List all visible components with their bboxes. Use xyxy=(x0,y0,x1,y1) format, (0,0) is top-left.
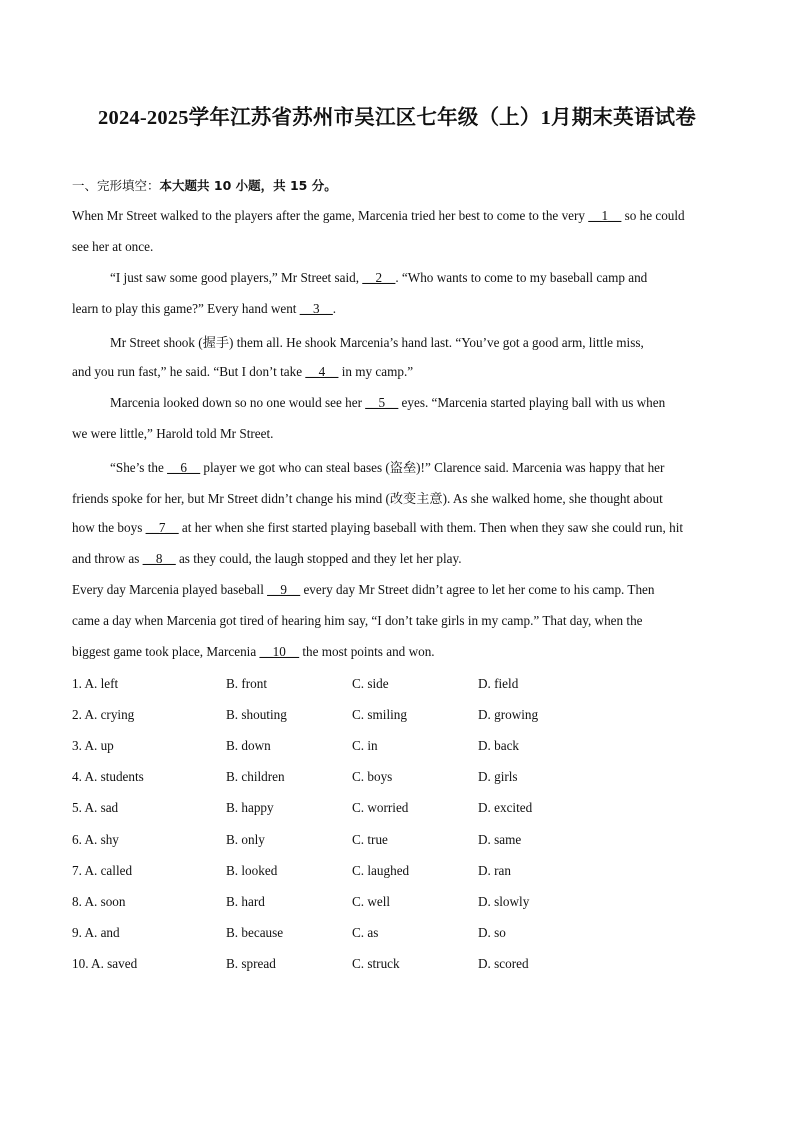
question-options xyxy=(72,863,672,881)
option-b: B. down xyxy=(226,738,271,753)
option-a: 1. A. left xyxy=(72,676,119,691)
option-b: B. front xyxy=(226,676,268,691)
option-b: B. only xyxy=(226,832,265,847)
passage-line: “She’s the __6__ player we got who can steal bases (盗垒)!” Clarence said. Marcenia was happy that her xyxy=(110,460,665,475)
passage-line: friends spoke for her, but Mr Street didn’t change his mind (改变主意). As she walked home, she thought about xyxy=(72,491,663,506)
question-options xyxy=(72,925,672,943)
passage-line: and you run fast,” he said. “But I don’t take __4__ in my camp.” xyxy=(72,364,414,379)
option-d: D. so xyxy=(478,925,506,940)
option-c: C. struck xyxy=(352,956,400,971)
option-b: B. because xyxy=(226,925,284,940)
passage-line: how the boys __7__ at her when she first started playing baseball with them. Then when they saw she could run, hit xyxy=(72,520,684,535)
blank-6: __6__ xyxy=(167,460,201,475)
blank-5: __5__ xyxy=(365,395,399,410)
option-b: B. shouting xyxy=(226,707,287,722)
option-a: 3. A. up xyxy=(72,738,114,753)
question-options xyxy=(72,956,672,974)
option-a: 10. A. saved xyxy=(72,956,138,971)
option-c: C. as xyxy=(352,925,379,940)
section-heading xyxy=(72,176,337,194)
option-c: C. well xyxy=(352,894,391,909)
question-options xyxy=(72,832,672,850)
blank-8: __8__ xyxy=(142,551,176,566)
passage-line: learn to play this game?” Every hand went __3__. xyxy=(72,301,337,316)
question-options xyxy=(72,800,672,818)
question-options xyxy=(72,738,672,756)
option-c: C. laughed xyxy=(352,863,410,878)
blank-10: __10__ xyxy=(259,644,300,659)
option-d: D. girls xyxy=(478,769,518,784)
passage-line: When Mr Street walked to the players after the game, Marcenia tried her best to come to the very __1__ so he could xyxy=(72,208,685,223)
option-c: C. true xyxy=(352,832,388,847)
option-a: 5. A. sad xyxy=(72,800,119,815)
option-d: D. scored xyxy=(478,956,529,971)
option-c: C. in xyxy=(352,738,378,753)
passage-line: and throw as __8__ as they could, the laugh stopped and they let her play. xyxy=(72,551,462,566)
page-title: 2024-2025学年江苏省苏州市吴江区七年级（上）1月期末英语试卷 xyxy=(98,107,696,129)
option-a: 4. A. students xyxy=(72,769,144,784)
option-b: B. spread xyxy=(226,956,276,971)
question-options xyxy=(72,707,672,725)
passage-line: Marcenia looked down so no one would see her __5__ eyes. “Marcenia started playing ball with us when xyxy=(110,395,666,410)
section-prefix: 一、完形填空： xyxy=(72,178,160,193)
option-b: B. looked xyxy=(226,863,278,878)
option-a: 9. A. and xyxy=(72,925,120,940)
question-options xyxy=(72,676,672,694)
passage-line: we were little,” Harold told Mr Street. xyxy=(72,426,274,441)
question-options xyxy=(72,894,672,912)
option-b: B. hard xyxy=(226,894,265,909)
blank-2: __2__ xyxy=(362,270,396,285)
option-d: D. field xyxy=(478,676,519,691)
option-a: 7. A. called xyxy=(72,863,133,878)
blank-1: __1__ xyxy=(588,208,622,223)
option-b: B. happy xyxy=(226,800,274,815)
blank-4: __4__ xyxy=(305,364,339,379)
passage-line: came a day when Marcenia got tired of hearing him say, “I don’t take girls in my camp.” That day, when the xyxy=(72,613,643,628)
passage-line: see her at once. xyxy=(72,239,154,254)
passage-line: “I just saw some good players,” Mr Street said, __2__. “Who wants to come to my baseball camp and xyxy=(110,270,648,285)
option-c: C. worried xyxy=(352,800,409,815)
option-d: D. growing xyxy=(478,707,539,722)
option-d: D. same xyxy=(478,832,522,847)
blank-9: __9__ xyxy=(267,582,301,597)
option-a: 2. A. crying xyxy=(72,707,135,722)
passage-line: Mr Street shook (握手) them all. He shook Marcenia’s hand last. “You’ve got a good arm, little miss, xyxy=(110,335,644,350)
option-d: D. ran xyxy=(478,863,511,878)
option-d: D. slowly xyxy=(478,894,530,909)
section-description: 本大题共 10 小题，共 15 分。 xyxy=(159,178,337,193)
option-a: 8. A. soon xyxy=(72,894,126,909)
passage-line: biggest game took place, Marcenia __10__ the most points and won. xyxy=(72,644,435,659)
option-c: C. side xyxy=(352,676,389,691)
option-c: C. boys xyxy=(352,769,393,784)
option-d: D. excited xyxy=(478,800,533,815)
passage-line: Every day Marcenia played baseball __9__ every day Mr Street didn’t agree to let her come to his camp. Then xyxy=(72,582,655,597)
blank-3: __3__ xyxy=(299,301,333,316)
blank-7: __7__ xyxy=(145,520,179,535)
option-c: C. smiling xyxy=(352,707,407,722)
option-d: D. back xyxy=(478,738,520,753)
question-options xyxy=(72,769,672,787)
option-b: B. children xyxy=(226,769,285,784)
option-a: 6. A. shy xyxy=(72,832,119,847)
